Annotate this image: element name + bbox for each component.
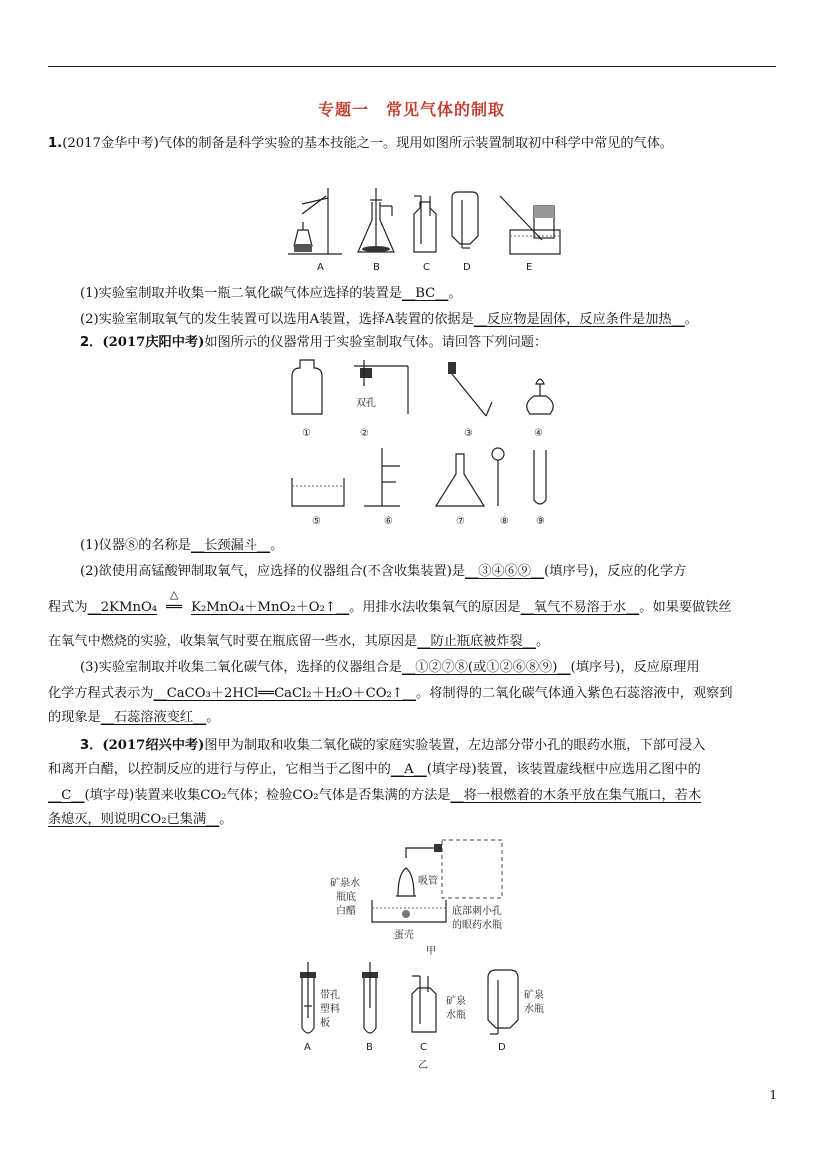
q2-source: (2017庆阳中考) [102,335,205,350]
apparatus-e [500,196,560,254]
q2-p3-answer2: __CaCO₃＋2HCl══CaCl₂＋H₂O＋CO₂↑__ [153,686,417,701]
inst-label-1: ① [302,428,311,439]
q2-p2-answer3: __防止瓶底被炸裂__ [417,634,536,649]
q1-apparatus-figure [280,186,580,278]
q2-eq-right: K₂MnO₄＋MnO₂＋O₂↑__ [191,600,350,615]
jia-label-yanyao: 的眼药水瓶 [452,920,502,931]
label-shuangkong: 双孔 [356,398,376,409]
q1-stem [48,134,673,154]
yi-label-daikong-3: 板 [320,1018,330,1029]
inst-label-8: ⑧ [500,516,509,527]
q3-line2 [48,760,701,780]
instrument-9-testtube [534,450,546,504]
inst-label-6: ⑥ [384,516,393,527]
q3-figure-jia [326,838,536,958]
q3-source: (2017绍兴中考) [102,738,205,753]
jia-label-baicu: 白醋 [336,906,356,917]
q2-eq-left: __2KMnO₄ [87,600,158,615]
q2-part3-line1 [80,658,700,678]
instrument-1-bottle [292,360,322,414]
q2-part3-line3 [48,708,219,728]
instrument-7-flask [436,454,484,506]
yi-apparatus-b [362,962,378,1033]
yi-label-d-2: 水瓶 [524,1004,544,1015]
inst-label-2: ② [360,428,369,439]
q3-figure-yi [290,958,570,1072]
instrument-3-tube [448,362,492,416]
jia-label-xiguan: 吸管 [418,876,438,887]
q2-p2-text3: 在氧气中燃烧的实验，收集氧气时要在瓶底留一些水，其原因是 [48,634,418,649]
fig1-label-b: B [373,262,380,273]
jia-label-dibu: 底部刺小孔 [452,906,502,917]
q3-answer3-cont: 条熄灭，则说明CO₂已集满__ [48,812,220,827]
q2-p1-text: (1)仪器⑧的名称是 [80,538,191,553]
q2-eq-prefix: 程式为 [48,600,88,615]
q2-p3-text3: 的现象是 [48,710,101,725]
q2-p2-end3: 。 [535,634,550,649]
yi-apparatus-d [488,970,518,1034]
q1-p1-answer: __BC__ [402,286,449,301]
q3-answer3: __将一根燃着的木条平放在集气瓶口，若木 [450,788,702,803]
q1-part1 [80,284,462,304]
header-rule [48,66,776,67]
q2-instruments-figure [280,356,580,538]
inst-label-5: ⑤ [312,516,321,527]
instrument-8-funnel [492,448,504,506]
jia-label-pingdi: 瓶底 [336,892,356,903]
apparatus-d [452,192,478,248]
q2-p1-answer: __长颈漏斗__ [191,538,271,553]
q2-p3-text-end: (填序号)，反应原理用 [570,660,700,675]
jia-label-danke: 蛋壳 [394,930,414,941]
q2-part2-line3 [48,632,549,652]
q1-number: 1. [48,136,63,151]
q2-part2-line1 [80,562,686,582]
q2-p2-end2: 。如果要做铁丝 [639,600,732,615]
inst-label-7: ⑦ [456,516,465,527]
q1-p1-end: 。 [448,286,462,301]
yi-label-c-2: 水瓶 [446,1010,466,1021]
inst-label-9: ⑨ [536,516,545,527]
q2-stem [80,333,547,353]
q2-text: 如图所示的仪器常用于实验室制取气体。请回答下列问题： [204,335,548,350]
page-number: 1 [769,1088,777,1102]
yi-caption: 乙 [418,1060,428,1071]
q1-p2-answer: __反应物是固体，反应条件是加热__ [473,312,685,327]
q3-text1: 图甲为制取和收集二氧化碳的家庭实验装置，左边部分带小孔的眼药水瓶，下部可浸入 [204,738,706,753]
jia-caption: 甲 [426,946,436,957]
q1-source: (2017金华中考) [62,136,159,151]
yi-label-a: A [304,1042,311,1053]
q3-line4 [48,810,232,830]
yi-label-daikong-2: 塑料 [320,1004,340,1015]
q3-line1 [80,736,705,756]
q1-p2-text: (2)实验室制取氧气的发生装置可以选用A装置，选择A装置的依据是 [80,312,474,327]
q3-text3: (填字母)装置来收集CO₂气体；检验CO₂气体是否集满的方法是 [84,788,451,803]
q2-part3-line2 [48,684,733,704]
q2-p2-answer2: __氧气不易溶于水__ [520,600,640,615]
q1-p2-end: 。 [684,312,698,327]
instrument-4-lamp [527,379,553,414]
inst-label-4: ④ [534,428,543,439]
yi-label-daikong-1: 带孔 [320,990,340,1001]
jia-label-kuangquan: 矿泉水 [330,878,360,889]
page-title: 专题一 常见气体的制取 [317,100,505,119]
q1-text: 气体的制备是科学实验的基本技能之一。现用如图所示装置制取初中科学中常见的气体。 [158,136,674,151]
q2-p1-end: 。 [270,538,284,553]
q2-p2-answer: __③④⑥⑨__ [465,564,545,579]
fig1-label-e: E [526,262,533,273]
yi-apparatus-a [300,962,316,1033]
instrument-5-trough [292,478,344,506]
fig1-label-c: C [423,262,430,273]
yi-label-d-1: 矿泉 [524,990,544,1001]
q1-part2 [80,310,698,330]
q1-p1-text: (1)实验室制取并收集一瓶二氧化碳气体应选择的装置是 [80,286,402,301]
inst-label-3: ③ [464,428,473,439]
q3-text2: 和离开白醋，以控制反应的进行与停止，它相当于乙图中的 [48,762,391,777]
fig1-label-a: A [317,262,324,273]
apparatus-c [414,196,436,252]
q2-p3-end2: 。将制得的二氧化碳气体通入紫色石蕊溶液中，观察到 [416,686,733,701]
q2-number: 2． [80,335,103,350]
yi-label-c: C [420,1042,427,1053]
q3-answer2: __C__ [48,788,85,803]
yi-label-d: D [498,1042,506,1053]
apparatus-a [288,188,342,254]
yi-apparatus-c [412,976,436,1032]
yi-label-b: B [366,1042,373,1053]
q2-part2-line2 [48,588,732,618]
yi-label-c-1: 矿泉 [446,996,466,1007]
q3-line3 [48,786,701,806]
q2-p3-end3: 。 [206,710,220,725]
apparatus-b [358,188,394,252]
q2-part1 [80,536,283,556]
q2-p3-text2: 化学方程式表示为 [48,686,154,701]
q2-p3-answer: __①②⑦⑧(或①②⑥⑧⑨)__ [402,660,571,675]
q3-text2-end: (填字母)装置，该装置虚线框中应选用乙图中的 [426,762,701,777]
q3-end: 。 [219,812,233,827]
q2-eq-condition: △ ══ [157,598,191,618]
instrument-6-stand [364,448,400,506]
fig1-label-d: D [463,262,471,273]
q2-p2-text: (2)欲使用高锰酸钾制取氧气，应选择的仪器组合(不含收集装置)是 [80,564,466,579]
q3-answer1: __A__ [390,762,427,777]
q2-p2-text-end: (填序号)，反应的化学方 [544,564,687,579]
q2-eq-delta: △ [169,588,179,601]
q2-p3-text: (3)实验室制取并收集二氧化碳气体，选择的仪器组合是 [80,660,402,675]
q2-p2-mid: 。用排水法收集氧气的原因是 [349,600,521,615]
q2-p3-answer3: __石蕊溶液变红__ [100,710,207,725]
q3-number: 3． [80,738,103,753]
